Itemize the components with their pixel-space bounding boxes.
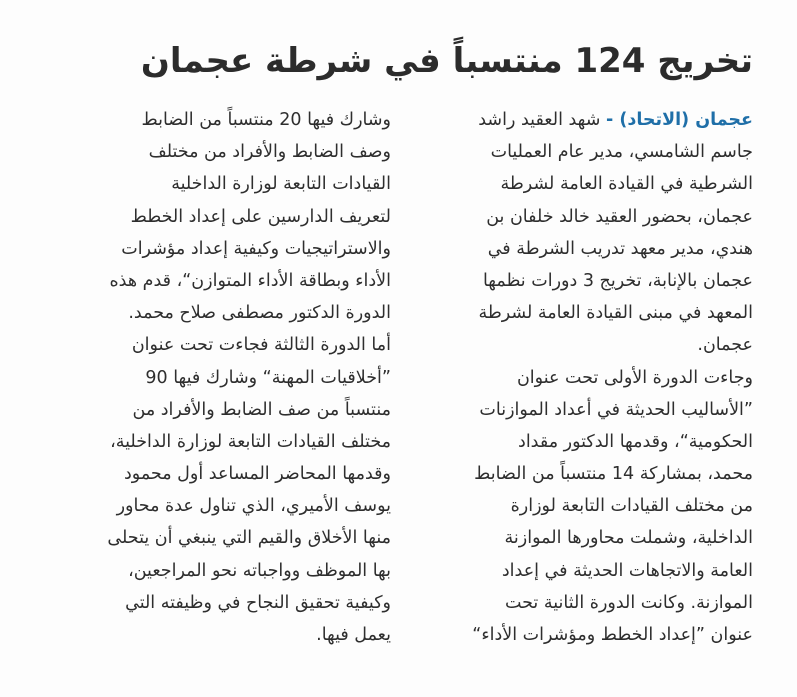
article-line: وقدمها المحاضر المساعد أول محمود <box>123 464 391 485</box>
article-first-line <box>435 104 753 136</box>
article-headline: تخريج 124 منتسباً في شرطة عجمان <box>140 41 753 81</box>
article-line: محمد، بمشاركة 14 منتسباً من الضابط <box>474 464 753 485</box>
article-line: العامة والاتجاهات الحديثة في إعداد <box>501 560 753 581</box>
article-line: الموازنة. وكانت الدورة الثانية تحت <box>504 592 753 613</box>
article-line: وكيفية تحقيق النجاح في وظيفته التي <box>125 592 391 613</box>
article-line: وشارك فيها 20 منتسباً من الضابط <box>141 110 391 130</box>
article-line: القيادات التابعة لوزارة الداخلية <box>171 174 391 195</box>
article-line: يوسف الأميري، الذي تناول عدة محاور <box>116 496 391 517</box>
article-line: الحكومية“، وقدمها الدكتور مقداد <box>518 431 753 452</box>
article-line: من مختلف القيادات التابعة لوزارة <box>510 496 753 517</box>
article-line: جاسم الشامسي، مدير عام العمليات <box>490 142 753 163</box>
article-line: الداخلية، وشملت محاورها الموازنة <box>504 528 753 549</box>
article-line: الأداء وبطاقة الأداء المتوازن“، قدم هذه <box>109 270 391 291</box>
article-line: ”الأساليب الحديثة في أعداد الموازنات <box>479 399 753 420</box>
article-line: وصف الضابط والأفراد من مختلف <box>148 142 391 163</box>
article-line: ”أخلاقيات المهنة“ وشارك فيها 90 <box>145 367 391 388</box>
article-line: عجمان، بحضور العقيد خالد خلفان بن <box>486 206 753 227</box>
article-column-left <box>73 104 391 651</box>
article-line: هندي، مدير معهد تدريب الشرطة في <box>487 238 753 259</box>
article-line: عنوان ”إعداد الخطط ومؤشرات الأداء“ <box>472 625 753 645</box>
article-line: المعهد في مبنى القيادة العامة لشرطة <box>478 303 753 324</box>
article-line: الشرطية في القيادة العامة لشرطة <box>500 174 753 195</box>
article-line: لتعريف الدارسين على إعداد الخطط <box>130 206 391 227</box>
first-line-text: شهد العقيد راشد <box>478 110 606 130</box>
article-line: مختلف القيادات التابعة لوزارة الداخلية، <box>110 431 391 452</box>
article-line: عجمان بالإنابة، تخريج 3 دورات نظمها <box>482 270 753 291</box>
article-line: بها الموظف وواجباته نحو المراجعين، <box>128 560 391 581</box>
article-line: يعمل فيها. <box>316 625 391 645</box>
article-line: الدورة الدكتور مصطفى صلاح محمد. <box>128 303 391 324</box>
article-line: أما الدورة الثالثة فجاءت تحت عنوان <box>131 335 391 356</box>
article-column-right <box>435 104 753 651</box>
article-line: منتسباً من صف الضابط والأفراد من <box>132 399 391 420</box>
dateline: عجمان (الاتحاد) - <box>605 110 753 130</box>
article-line: وجاءت الدورة الأولى تحت عنوان <box>516 367 753 388</box>
article-line: عجمان. <box>697 335 753 356</box>
article-line: منها الأخلاق والقيم التي ينبغي أن يتحلى <box>107 528 391 549</box>
article-line: والاستراتيجيات وكيفية إعداد مؤشرات <box>121 238 391 259</box>
